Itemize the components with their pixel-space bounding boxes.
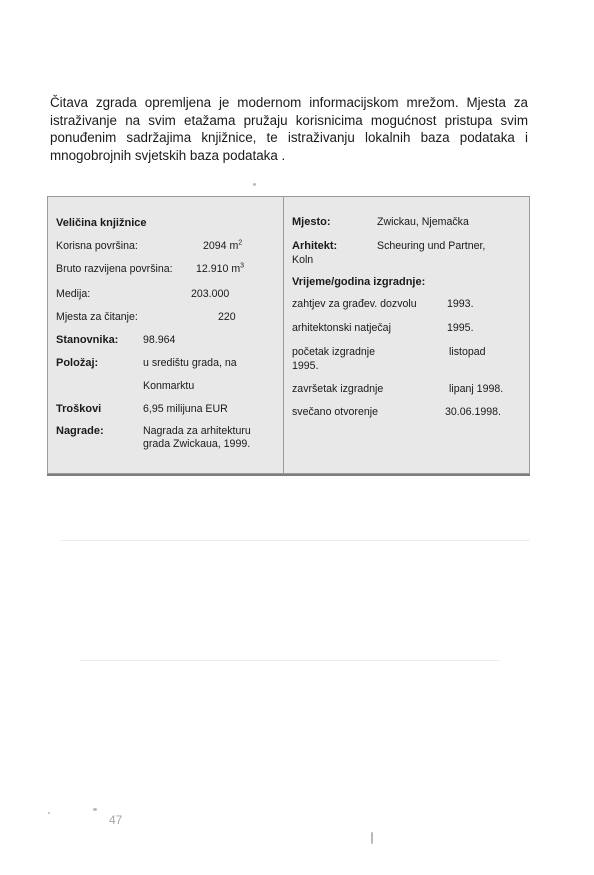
usable-area-label: Korisna površina:	[56, 240, 138, 252]
construction-row-value: listopad	[449, 346, 486, 358]
library-info-box	[47, 196, 530, 474]
construction-row-value: 1995.	[447, 322, 474, 334]
architect-value: Scheuring und Partner,	[377, 240, 486, 252]
construction-row-label: završetak izgradnje	[292, 383, 384, 395]
population-value: 98.964	[143, 334, 176, 346]
scan-speck	[48, 812, 50, 814]
construction-row-label: početak izgradnje	[292, 346, 376, 358]
construction-row-label: svečano otvorenje	[292, 406, 378, 418]
usable-area-value: 2094 $m^2$	[203, 239, 243, 252]
construction-row-value: 30.06.1998.	[445, 406, 501, 418]
intro-paragraph: Čitava zgrada opremljena je modernom informacijskom mrežom. Mjesta za istraživanje na svim etažama pružaju korisnicima mogućnost pristupa svim ponuđenim sadržajima knjižnice, te istraživanju lokalnih baza podataka i mnogobrojnih svjetskih baza podataka .	[50, 95, 528, 163]
construction-row-label: arhitektonski natječaj	[292, 322, 391, 334]
awards-value-line1: Nagrada za arhitekturu	[143, 425, 251, 437]
construction-time-heading: Vrijeme/godina izgradnje:	[292, 276, 426, 288]
construction-row-value: 1993.	[447, 298, 474, 310]
gross-area-value: 12.910 $m^3$	[196, 262, 245, 275]
scan-speck	[93, 808, 97, 811]
costs-label: Troškovi	[56, 403, 102, 415]
location-value-line2: Konmarktu	[143, 380, 195, 392]
info-box-bottom-edge	[47, 474, 530, 476]
location-label: Položaj:	[56, 357, 99, 369]
gross-area-label: Bruto razvijena površina:	[56, 263, 173, 275]
architect-label: Arhitekt:	[292, 240, 338, 252]
scan-artifact-line	[60, 540, 530, 541]
page-number: 47	[109, 813, 123, 827]
costs-value: 6,95 milijuna EUR	[143, 403, 228, 415]
construction-row-value: lipanj 1998.	[449, 383, 504, 395]
place-value: Zwickau, Njemačka	[377, 216, 469, 228]
info-box-divider	[283, 196, 284, 474]
awards-label: Nagrade:	[56, 425, 104, 437]
construction-row-label: zahtjev za građev. dozvolu	[292, 298, 417, 310]
place-label: Mjesto:	[292, 216, 331, 228]
scan-speck	[371, 832, 373, 844]
awards-value-line2: grada Zwickaua, 1999.	[143, 438, 251, 450]
construction-start-year: 1995.	[292, 360, 319, 372]
architect-value-line2: Koln	[292, 254, 314, 266]
library-size-heading: Veličina knjižnice	[56, 217, 147, 229]
scan-artifact-line	[80, 660, 500, 661]
location-value-line1: u središtu grada, na	[143, 357, 237, 369]
reading-seats-label: Mjesta za čitanje:	[56, 311, 138, 323]
reading-seats-value: 220	[218, 311, 236, 323]
media-label: Medija:	[56, 288, 91, 300]
media-value: 203.000	[191, 288, 230, 300]
scan-speck	[253, 183, 256, 186]
population-label: Stanovnika:	[56, 334, 119, 346]
